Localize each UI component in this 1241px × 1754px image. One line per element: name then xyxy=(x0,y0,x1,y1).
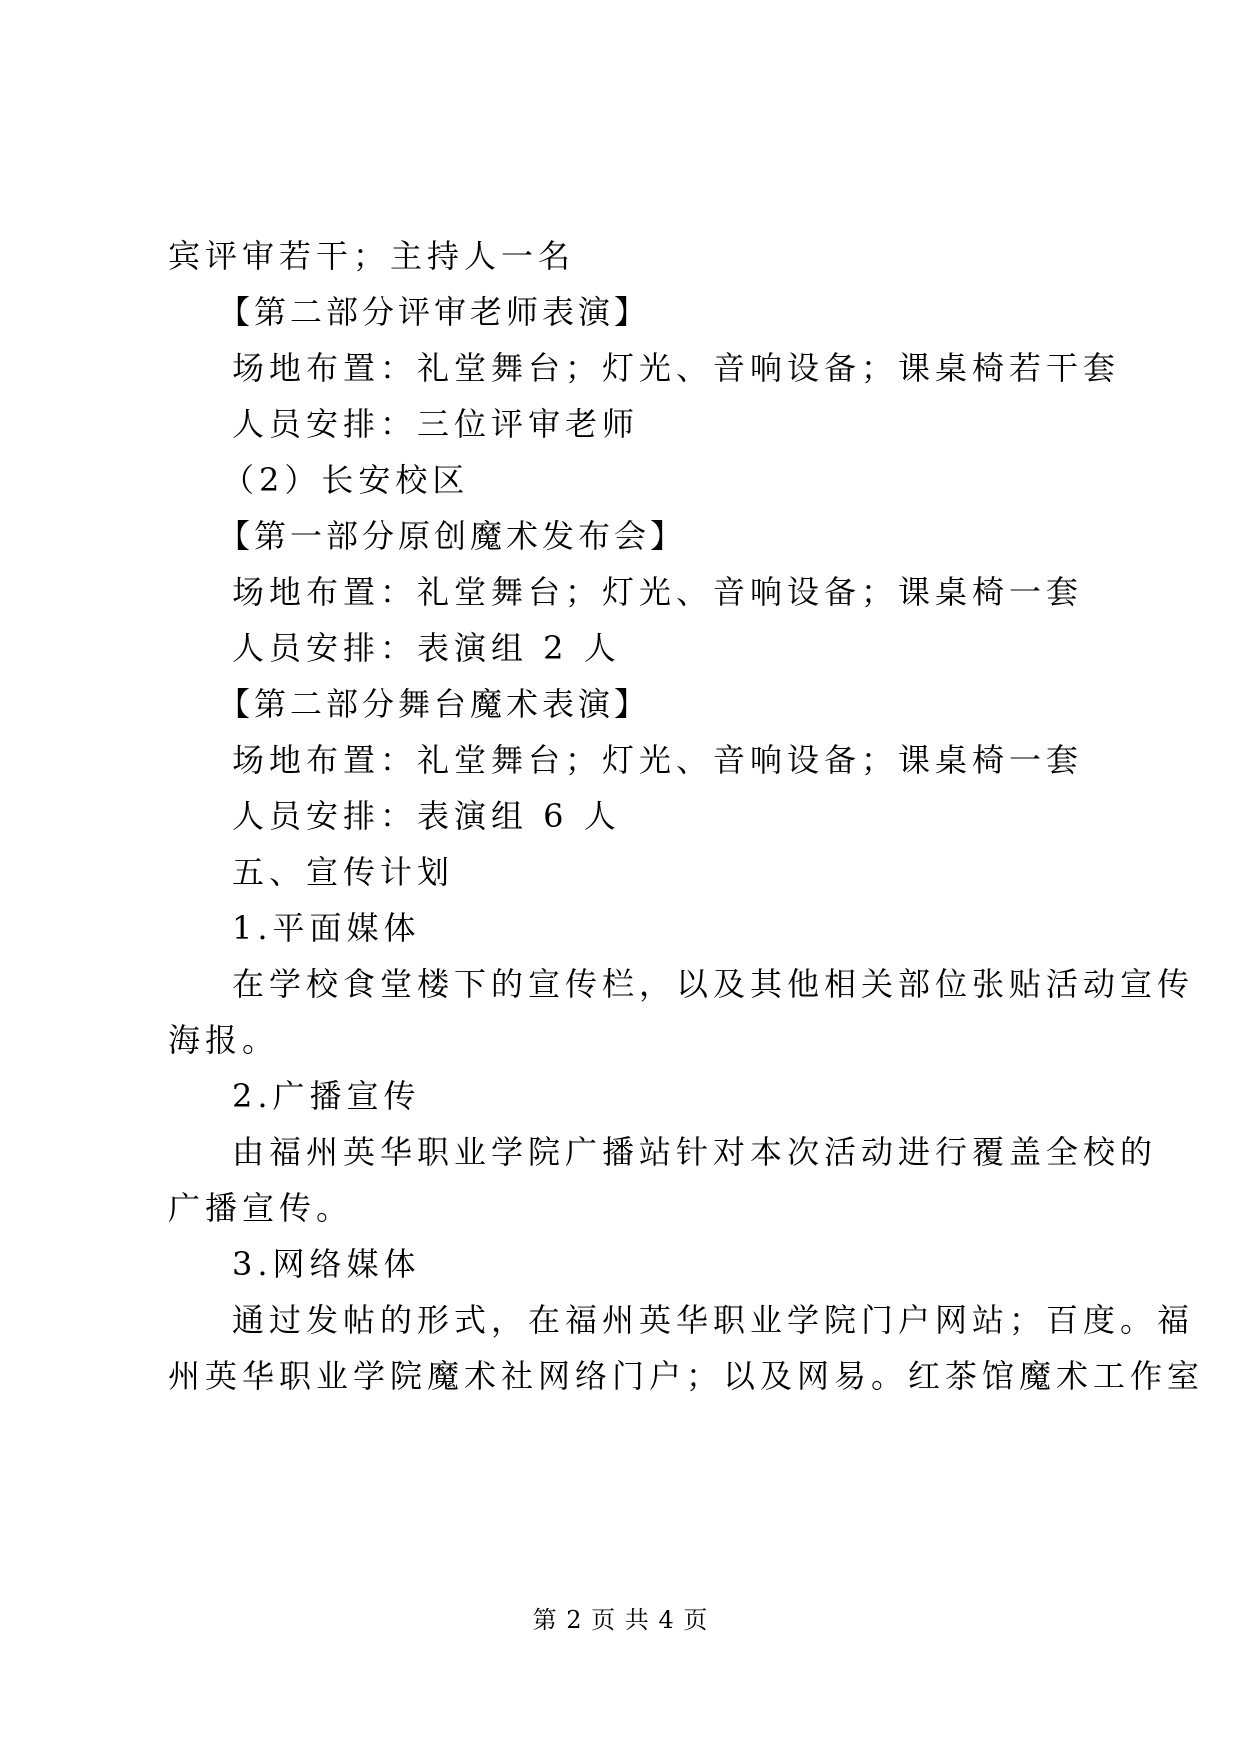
section-heading: 【第二部分舞台魔术表演】 xyxy=(218,685,651,723)
text-line: 州英华职业学院魔术社网络门户；以及网易。红茶馆魔术工作室 xyxy=(168,1357,1205,1395)
text-line: 广播宣传。 xyxy=(168,1189,354,1227)
section-heading: 【第二部分评审老师表演】 xyxy=(218,293,651,331)
text-line: 由福州英华职业学院广播站针对本次活动进行覆盖全校的 xyxy=(232,1133,1158,1171)
text-line: 宾评审若干；主持人一名 xyxy=(168,237,576,275)
text-line: 通过发帖的形式，在福州英华职业学院门户网站；百度。福 xyxy=(232,1301,1195,1339)
list-heading: 3.网络媒体 xyxy=(232,1245,421,1283)
text-line: 人员安排：表演组 6 人 xyxy=(232,797,621,835)
text-line: 在学校食堂楼下的宣传栏，以及其他相关部位张贴活动宣传 xyxy=(232,965,1195,1003)
page-number-label: 第 2 页 共 4 页 xyxy=(532,1606,709,1634)
text-line: 场地布置：礼堂舞台；灯光、音响设备；课桌椅一套 xyxy=(232,741,1084,779)
text-line: 人员安排：三位评审老师 xyxy=(232,405,640,443)
text-line: 场地布置：礼堂舞台；灯光、音响设备；课桌椅一套 xyxy=(232,573,1084,611)
section-heading: 【第一部分原创魔术发布会】 xyxy=(218,517,687,555)
text-line: 海报。 xyxy=(168,1021,280,1059)
subsection-heading: （2）长安校区 xyxy=(222,461,470,499)
chapter-heading: 五、宣传计划 xyxy=(232,853,455,891)
page-footer xyxy=(0,1605,1241,1635)
list-heading: 1.平面媒体 xyxy=(232,909,421,947)
text-line: 场地布置：礼堂舞台；灯光、音响设备；课桌椅若干套 xyxy=(232,349,1121,387)
text-line: 人员安排：表演组 2 人 xyxy=(232,629,621,667)
list-heading: 2.广播宣传 xyxy=(232,1077,421,1115)
